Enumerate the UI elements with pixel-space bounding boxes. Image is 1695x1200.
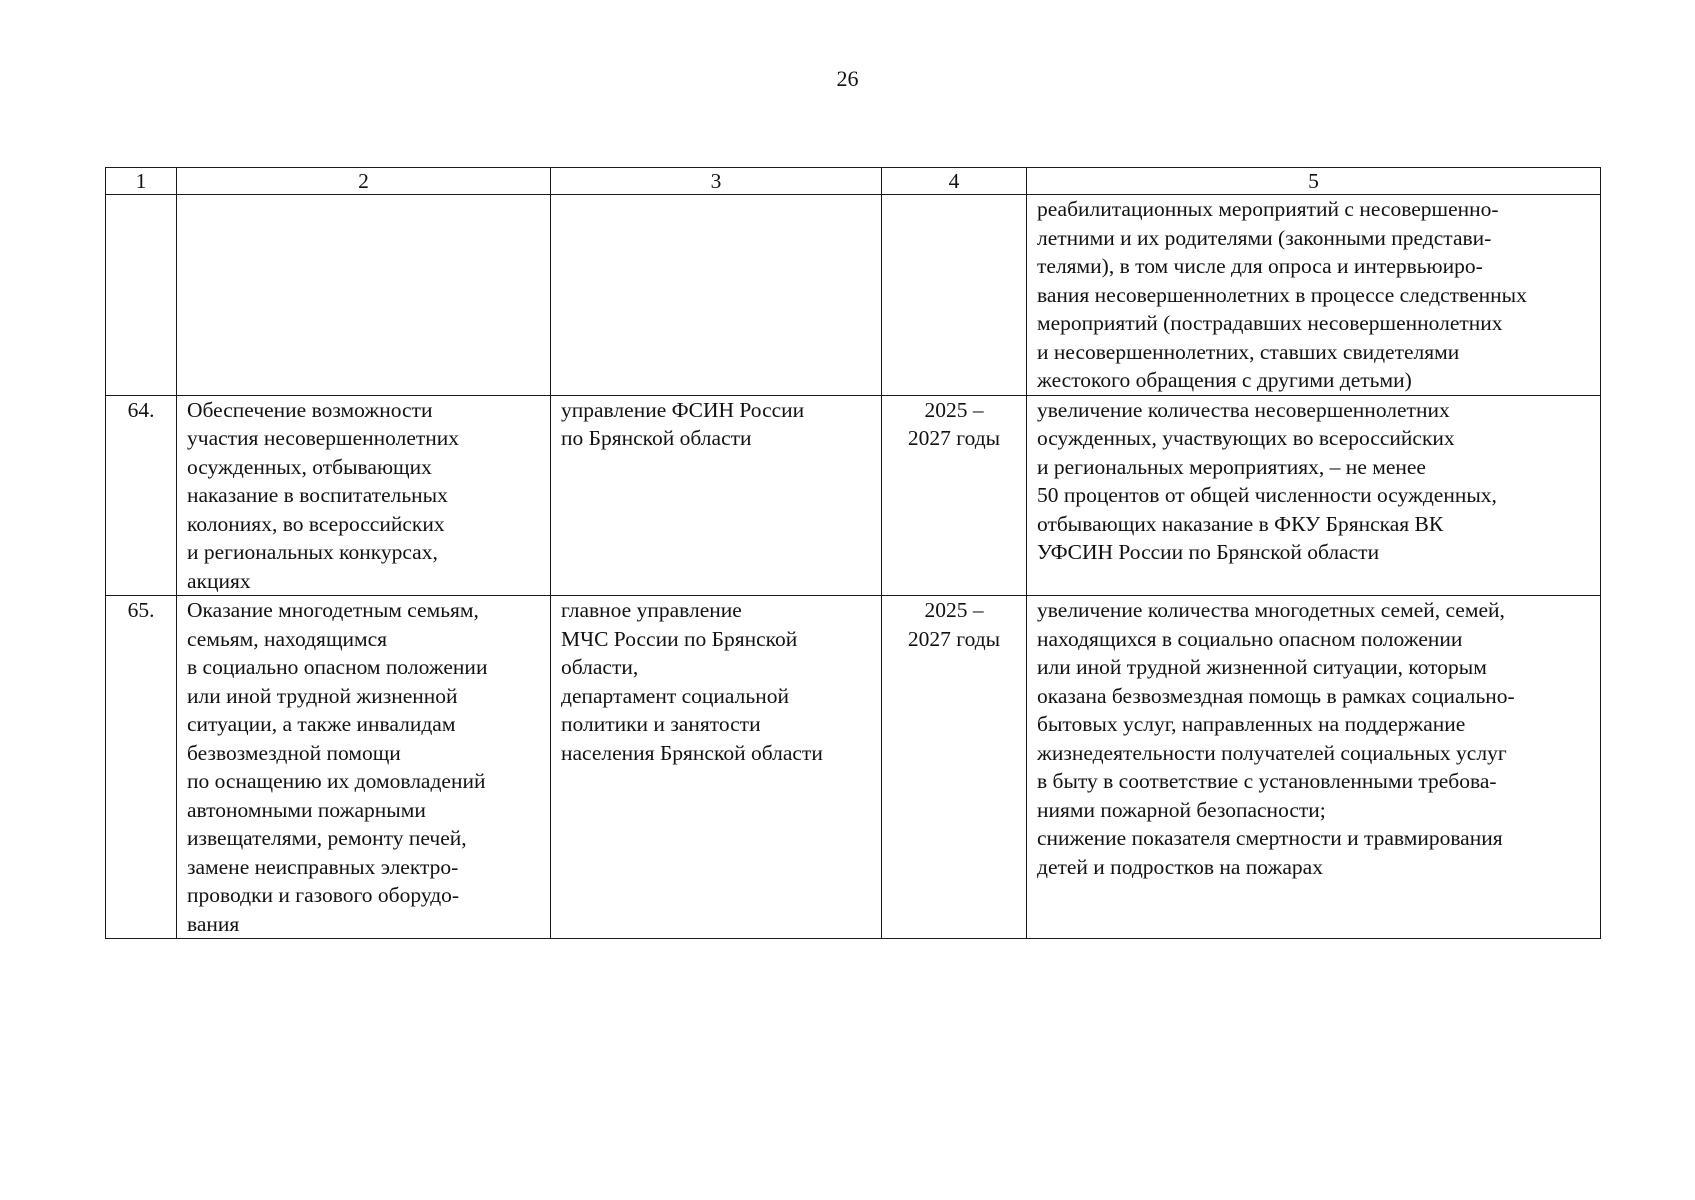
period-cell: 2025 – 2027 годы: [882, 596, 1027, 939]
executor-cell: [551, 195, 882, 396]
table-header-row: [106, 168, 1601, 195]
measure-cell: Обеспечение возможности участия несовершеннолетних осужденных, отбывающих наказание в воспитательных колониях, во всероссийских и региональных конкурсах, акциях: [177, 395, 551, 596]
period-cell: 2025 – 2027 годы: [882, 395, 1027, 596]
measure-cell: [177, 195, 551, 396]
table-row-64: [106, 395, 1601, 596]
executor-cell: управление ФСИН России по Брянской области: [551, 395, 882, 596]
result-cell: увеличение количества несовершеннолетних осужденных, участвующих во всероссийских и региональных мероприятиях, – не менее 50 процентов от общей численности осужденных, отбывающих наказание в ФКУ Брянская ВК УФСИН России по Брянской области: [1027, 395, 1601, 596]
column-header-3: 3: [551, 168, 882, 195]
table-row-65: [106, 596, 1601, 939]
column-header-1: 1: [106, 168, 177, 195]
table-row-continuation: [106, 195, 1601, 396]
measures-table: [105, 167, 1601, 939]
column-header-2: 2: [177, 168, 551, 195]
executor-cell: главное управление МЧС России по Брянской области, департамент социальной политики и занятости населения Брянской области: [551, 596, 882, 939]
row-number-cell: [106, 195, 177, 396]
row-number-cell: 64.: [106, 395, 177, 596]
measure-cell: Оказание многодетным семьям, семьям, находящимся в социально опасном положении или иной трудной жизненной ситуации, а также инвалидам безвозмездной помощи по оснащению их домовладений автономными пожарными извещателями, ремонту печей, замене неисправных электро- проводки и газового оборудо- вания: [177, 596, 551, 939]
period-cell: [882, 195, 1027, 396]
column-header-4: 4: [882, 168, 1027, 195]
column-header-5: 5: [1027, 168, 1601, 195]
result-cell: реабилитационных мероприятий с несовершенно- летними и их родителями (законными представи- телями), в том числе для опроса и интервьюиро- вания несовершеннолетних в процессе следственных мероприятий (пострадавших несовершеннолетних и несовершеннолетних, ставших свидетелями жестокого обращения с другими детьми): [1027, 195, 1601, 396]
page-number: 26: [836, 66, 859, 91]
result-cell: увеличение количества многодетных семей, семей, находящихся в социально опасном положении или иной трудной жизненной ситуации, которым оказана безвозмездная помощь в рамках социально- бытовых услуг, направленных на поддержание жизнедеятельности получателей социальных услуг в быту в соответствие с установленными требова- ниями пожарной безопасности; снижение показателя смертности и травмирования детей и подростков на пожарах: [1027, 596, 1601, 939]
row-number-cell: 65.: [106, 596, 177, 939]
